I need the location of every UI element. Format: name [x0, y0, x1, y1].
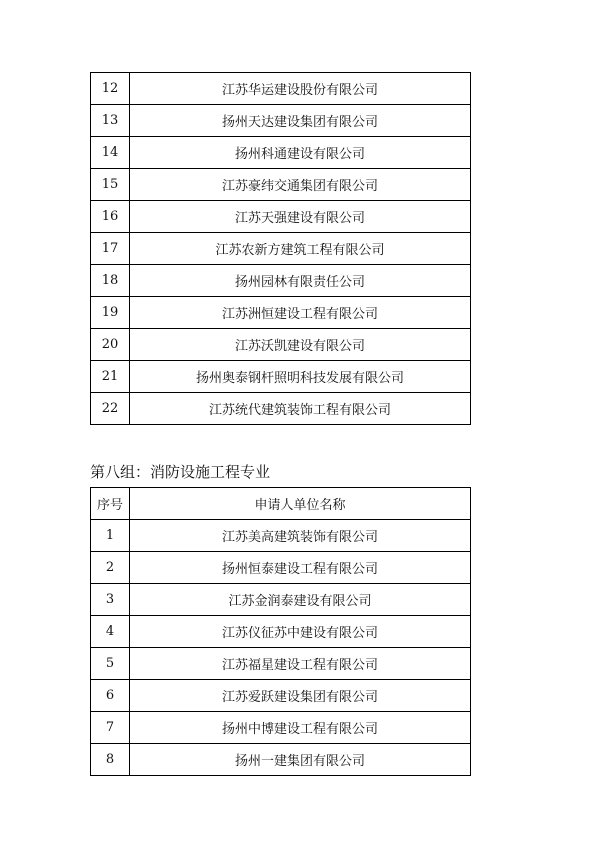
- company-name: 扬州园林有限责任公司: [130, 265, 471, 297]
- row-number: 18: [91, 265, 130, 297]
- company-name: 江苏农新方建筑工程有限公司: [130, 233, 471, 265]
- table-row: [91, 73, 471, 105]
- table-row: [91, 616, 471, 648]
- row-number: 6: [91, 680, 130, 712]
- table-row: [91, 552, 471, 584]
- row-number: 3: [91, 584, 130, 616]
- row-number: 19: [91, 297, 130, 329]
- company-name: 江苏金润泰建设有限公司: [130, 584, 471, 616]
- company-name: 江苏仪征苏中建设有限公司: [130, 616, 471, 648]
- table-row: [91, 169, 471, 201]
- row-number: 13: [91, 105, 130, 137]
- row-number: 16: [91, 201, 130, 233]
- company-name: 江苏统代建筑装饰工程有限公司: [130, 393, 471, 425]
- table-row: [91, 297, 471, 329]
- row-number: 12: [91, 73, 130, 105]
- table-row: [91, 584, 471, 616]
- row-number: 4: [91, 616, 130, 648]
- row-number: 1: [91, 520, 130, 552]
- table-row: [91, 393, 471, 425]
- row-number: 5: [91, 648, 130, 680]
- table-header-row: [91, 488, 471, 520]
- company-name: 江苏华运建设股份有限公司: [130, 73, 471, 105]
- row-number: 2: [91, 552, 130, 584]
- table-row: [91, 137, 471, 169]
- company-name: 扬州科通建设有限公司: [130, 137, 471, 169]
- company-name: 扬州天达建设集团有限公司: [130, 105, 471, 137]
- row-number: 22: [91, 393, 130, 425]
- company-name: 扬州一建集团有限公司: [130, 744, 471, 776]
- table-row: [91, 233, 471, 265]
- section-title: 第八组：消防设施工程专业: [90, 463, 271, 481]
- table-row: [91, 265, 471, 297]
- row-number: 15: [91, 169, 130, 201]
- applicant-table-continued: [90, 72, 471, 425]
- company-name: 江苏福星建设工程有限公司: [130, 648, 471, 680]
- row-number: 14: [91, 137, 130, 169]
- company-name: 江苏沃凯建设有限公司: [130, 329, 471, 361]
- fire-protection-applicant-table: [90, 487, 471, 776]
- table-row: [91, 520, 471, 552]
- column-header-name: 申请人单位名称: [130, 488, 471, 520]
- company-name: 扬州中博建设工程有限公司: [130, 712, 471, 744]
- row-number: 20: [91, 329, 130, 361]
- company-name: 江苏爱跃建设集团有限公司: [130, 680, 471, 712]
- table-row: [91, 648, 471, 680]
- row-number: 8: [91, 744, 130, 776]
- table-row: [91, 744, 471, 776]
- table-row: [91, 329, 471, 361]
- table-row: [91, 712, 471, 744]
- table-row: [91, 680, 471, 712]
- table-row: [91, 201, 471, 233]
- company-name: 江苏豪纬交通集团有限公司: [130, 169, 471, 201]
- row-number: 21: [91, 361, 130, 393]
- company-name: 江苏天强建设有限公司: [130, 201, 471, 233]
- company-name: 扬州恒泰建设工程有限公司: [130, 552, 471, 584]
- column-header-number: 序号: [91, 488, 130, 520]
- row-number: 17: [91, 233, 130, 265]
- company-name: 江苏美高建筑装饰有限公司: [130, 520, 471, 552]
- table-row: [91, 361, 471, 393]
- table-row: [91, 105, 471, 137]
- row-number: 7: [91, 712, 130, 744]
- company-name: 扬州奥泰钢杆照明科技发展有限公司: [130, 361, 471, 393]
- company-name: 江苏洲恒建设工程有限公司: [130, 297, 471, 329]
